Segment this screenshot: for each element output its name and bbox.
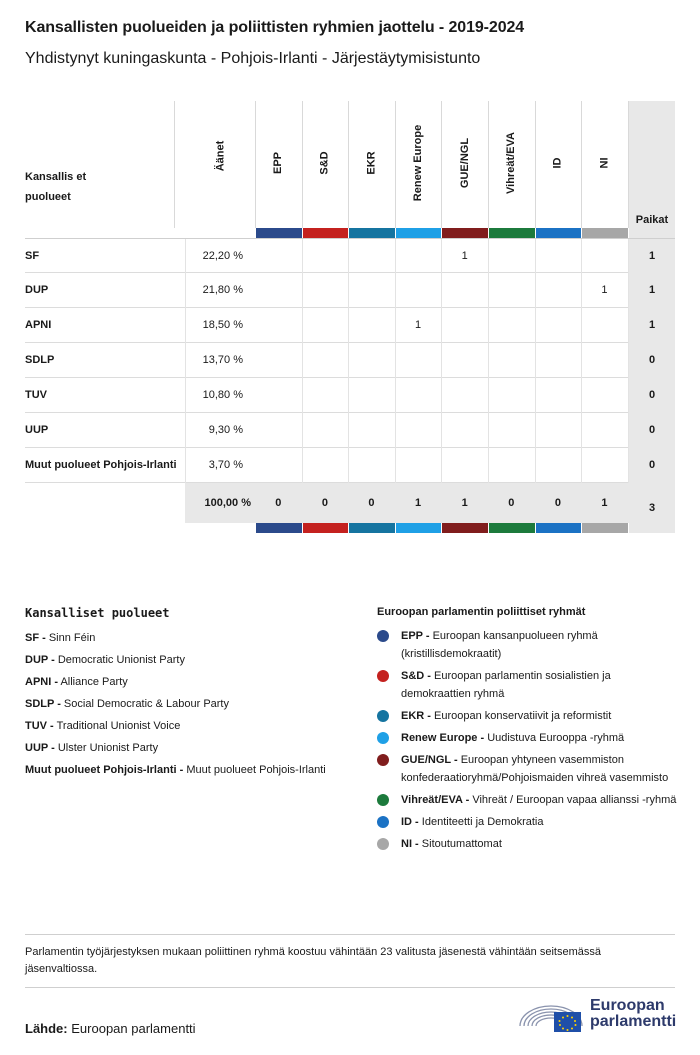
group-seat-cell [302, 273, 349, 308]
vote-share: 18,50 % [202, 319, 243, 331]
group-legend-item: S&D - Euroopan parlamentin sosialistien ja demokraattien ryhmä [377, 667, 677, 703]
totals-row [25, 483, 675, 533]
group-seat-cell [348, 308, 395, 343]
group-seat-cell [581, 308, 628, 343]
source-value: Euroopan parlamentti [71, 1021, 196, 1036]
national-legend-item: UUP - Ulster Unionist Party [25, 742, 159, 754]
group-header: NI [598, 157, 611, 169]
party-seats: 0 [629, 343, 675, 378]
group-seat-cell [395, 343, 442, 378]
group-header: Renew Europe [412, 124, 425, 202]
group-seat-cell [441, 308, 488, 343]
column-divider [174, 101, 175, 228]
group-legend-item: ID - Identiteetti ja Demokratia [377, 813, 677, 831]
group-seat-cell [348, 239, 395, 274]
party-seats: 0 [629, 448, 675, 483]
group-seat-cell [255, 308, 302, 343]
group-seat-cell [302, 308, 349, 343]
group-seat-cell [488, 343, 535, 378]
group-seat-cell [581, 413, 628, 448]
group-color-dot-icon [377, 754, 389, 766]
vote-share: 21,80 % [202, 284, 243, 296]
group-total: 0 [275, 497, 282, 509]
group-seat-cell [255, 413, 302, 448]
group-seat-cell [302, 239, 349, 274]
group-seat-cell [535, 413, 582, 448]
group-total: 0 [321, 497, 328, 509]
vote-share: 22,20 % [202, 250, 243, 262]
group-legend-item: EPP - Euroopan kansanpuolueen ryhmä (kristillisdemokraatit) [377, 627, 677, 663]
group-seat-cell [581, 343, 628, 378]
distribution-table [25, 101, 675, 533]
group-legend-item: Vihreät/EVA - Vihreät / Euroopan vapaa allianssi -ryhmä [377, 791, 677, 809]
group-seat-cell [302, 413, 349, 448]
group-seat-cell [441, 378, 488, 413]
party-name: SF [25, 250, 40, 262]
group-seat-cell [488, 239, 535, 274]
european-parliament-logo [518, 996, 678, 1036]
source-line [25, 1021, 196, 1036]
group-seat-cell [348, 273, 395, 308]
group-seat-cell [535, 239, 582, 274]
group-seat-cell: 1 [601, 284, 608, 296]
group-seat-cell [395, 448, 442, 483]
group-header: EKR [365, 151, 378, 175]
group-seat-cell [395, 239, 442, 274]
seats-header: Paikat [635, 214, 669, 226]
group-color-bar [256, 523, 302, 533]
group-seat-cell [441, 448, 488, 483]
table-row [25, 308, 675, 343]
divider [25, 934, 675, 935]
group-seat-cell [581, 239, 628, 274]
party-seats: 1 [629, 308, 675, 343]
footnote: Parlamentin työjärjestyksen mukaan poliittinen ryhmä koostuu vähintään 23 valitusta jäsenestä vähintään seitsemässä jäsenvaltiossa. [25, 946, 601, 975]
table-body [25, 238, 675, 483]
national-legend-item: APNI - Alliance Party [25, 676, 128, 688]
group-seat-cell [535, 308, 582, 343]
group-header: ID [551, 157, 564, 169]
group-seat-cell [488, 448, 535, 483]
party-name: SDLP [25, 354, 55, 366]
group-seat-cell [302, 448, 349, 483]
group-seat-cell [488, 308, 535, 343]
vote-share: 13,70 % [202, 354, 243, 366]
column-divider [628, 101, 629, 228]
vote-share: 10,80 % [202, 389, 243, 401]
group-legend-item: NI - Sitoutumattomat [377, 835, 677, 853]
group-seat-cell [441, 343, 488, 378]
total-vote-share: 100,00 % [204, 497, 251, 509]
source-label: Lähde: [25, 1021, 68, 1036]
group-seat-cell [535, 378, 582, 413]
group-seat-cell [441, 413, 488, 448]
group-color-dot-icon [377, 816, 389, 828]
group-seat-cell [441, 273, 488, 308]
party-name: APNI [25, 319, 52, 331]
party-seats: 0 [629, 378, 675, 413]
group-color-bar [396, 228, 442, 238]
group-total: 1 [601, 497, 608, 509]
group-color-bar [349, 228, 395, 238]
national-parties-header: Kansallis et puolueet [25, 171, 87, 203]
group-seat-cell [348, 343, 395, 378]
group-color-bar [442, 228, 488, 238]
table-row [25, 413, 675, 448]
group-color-dot-icon [377, 710, 389, 722]
divider [25, 987, 675, 988]
group-total: 0 [554, 497, 561, 509]
group-color-bar [442, 523, 488, 533]
group-color-bar [349, 523, 395, 533]
group-header: Vihreät/EVA [505, 132, 518, 194]
group-seat-cell: 1 [415, 319, 422, 331]
group-seat-cell [348, 378, 395, 413]
table-row [25, 448, 675, 483]
national-legend-item: SDLP - Social Democratic & Labour Party [25, 698, 229, 710]
group-color-bar [303, 523, 349, 533]
group-color-bar [536, 228, 582, 238]
national-legend-item: SF - Sinn Féin [25, 632, 96, 644]
total-seats: 3 [629, 483, 675, 533]
group-header: S&D [318, 151, 331, 175]
party-name: TUV [25, 389, 47, 401]
group-color-bar [303, 228, 349, 238]
group-seat-cell [302, 378, 349, 413]
party-name: Muut puolueet Pohjois-Irlanti [25, 459, 177, 471]
group-seat-cell [488, 378, 535, 413]
political-groups-legend [377, 606, 677, 857]
page-subtitle: Yhdistynyt kuningaskunta - Pohjois-Irlanti - Järjestäytymisistunto [25, 50, 481, 67]
group-total: 1 [415, 497, 422, 509]
page-title: Kansallisten puolueiden ja poliittisten ryhmien jaottelu - 2019-2024 [25, 19, 525, 36]
party-name: UUP [25, 424, 49, 436]
group-seat-cell [395, 273, 442, 308]
party-name: DUP [25, 284, 49, 296]
group-color-dot-icon [377, 732, 389, 744]
group-color-dot-icon [377, 794, 389, 806]
group-seat-cell [255, 239, 302, 274]
group-seat-cell [395, 413, 442, 448]
group-seat-cell: 1 [461, 250, 468, 262]
table-row [25, 343, 675, 378]
group-legend-item: GUE/NGL - Euroopan yhtyneen vasemmiston konfederaatioryhmä/Pohjoismaiden vihreä vasemmisto [377, 751, 677, 787]
group-color-dot-icon [377, 670, 389, 682]
table-row [25, 378, 675, 413]
table-row [25, 238, 675, 273]
group-seat-cell [348, 448, 395, 483]
group-total: 0 [368, 497, 375, 509]
group-seat-cell [581, 378, 628, 413]
group-color-bar [489, 523, 535, 533]
group-seat-cell [255, 273, 302, 308]
group-header: GUE/NGL [458, 137, 471, 189]
group-total: 0 [508, 497, 515, 509]
party-seats: 0 [629, 413, 675, 448]
group-seat-cell [535, 343, 582, 378]
group-color-bar [489, 228, 535, 238]
group-seat-cell [581, 448, 628, 483]
group-color-bar [256, 228, 302, 238]
table-row [25, 273, 675, 308]
group-seat-cell [488, 273, 535, 308]
national-legend-item: Muut puolueet Pohjois-Irlanti - Muut puolueet Pohjois-Irlanti [25, 764, 326, 776]
group-header: EPP [272, 151, 285, 175]
group-seat-cell [255, 448, 302, 483]
group-color-bar [396, 523, 442, 533]
group-total: 1 [461, 497, 468, 509]
national-legend-title: Kansalliset puolueet [25, 606, 170, 620]
group-color-bar [536, 523, 582, 533]
group-legend-item: EKR - Euroopan konservatiivit ja reformistit [377, 707, 677, 725]
group-color-dot-icon [377, 630, 389, 642]
votes-header: Äänet [214, 140, 226, 172]
group-color-dot-icon [377, 838, 389, 850]
group-seat-cell [535, 448, 582, 483]
parliament-hemicycle-icon [518, 996, 584, 1036]
group-seat-cell [348, 413, 395, 448]
group-color-bar [582, 228, 628, 238]
vote-share: 9,30 % [208, 424, 243, 436]
group-seat-cell [302, 343, 349, 378]
national-legend-item: DUP - Democratic Unionist Party [25, 654, 185, 666]
group-seat-cell [255, 378, 302, 413]
national-legend-item: TUV - Traditional Unionist Voice [25, 720, 181, 732]
group-legend-title: Euroopan parlamentin poliittiset ryhmät [377, 606, 586, 618]
group-seat-cell [255, 343, 302, 378]
vote-share: 3,70 % [208, 459, 243, 471]
group-seat-cell [488, 413, 535, 448]
group-legend-item: Renew Europe - Uudistuva Eurooppa -ryhmä [377, 729, 677, 747]
party-seats: 1 [629, 273, 675, 308]
table-header [25, 101, 675, 238]
party-seats: 1 [629, 239, 675, 274]
group-color-bar [582, 523, 628, 533]
group-seat-cell [535, 273, 582, 308]
group-seat-cell [395, 378, 442, 413]
national-parties-legend [25, 606, 345, 783]
logo-text: Euroopan parlamentti [590, 997, 677, 1030]
